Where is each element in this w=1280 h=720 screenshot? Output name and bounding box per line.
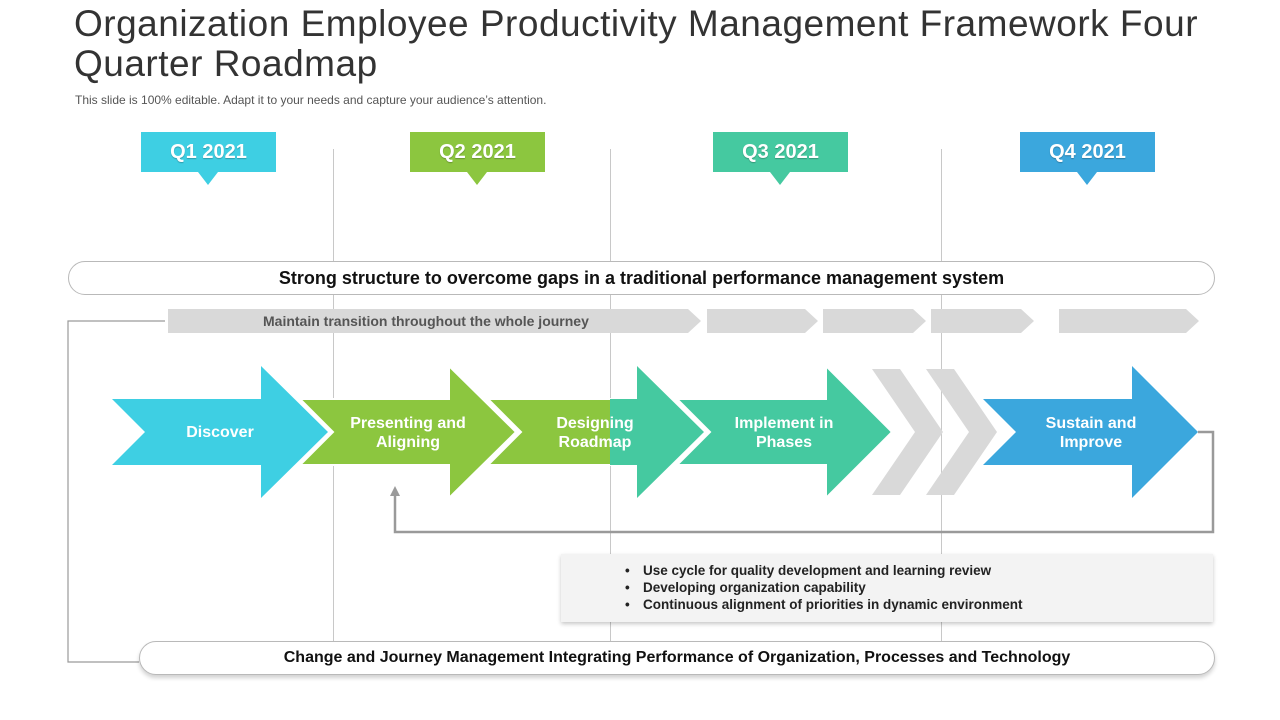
key-points-list [561,554,1213,613]
top-banner: Strong structure to overcome gaps in a traditional performance management system [68,261,1215,295]
transition-bar-segment-4 [1059,309,1199,333]
stage-label-designing: Designing Roadmap [556,415,634,451]
stage-label-sustain: Sustain and Improve [1045,415,1137,451]
transition-bar-segment-2 [823,309,926,333]
stage-label-discover: Discover [186,424,254,441]
key-point-item: • Developing organization capability [643,579,1213,596]
key-points-box [561,554,1213,622]
key-point-item: • Continuous alignment of priorities in dynamic environment [643,596,1213,613]
stage-label-implement: Implement in Phases [734,415,834,451]
slide-subtitle: This slide is 100% editable. Adapt it to your needs and capture your audience’s attention. [75,93,547,107]
stage-label-presenting: Presenting and Aligning [350,415,466,451]
transition-bar-segment-3 [931,309,1034,333]
left-connector-line [68,321,165,662]
slide-title: Organization Employee Productivity Management Framework Four Quarter Roadmap [74,3,1199,84]
key-point-item: • Use cycle for quality development and learning review [643,562,1213,579]
transition-bar-segment-1 [707,309,818,333]
quarter-tag-q3-label: Q3 2021 [742,141,819,163]
quarter-tag-q2-label: Q2 2021 [439,141,516,163]
quarter-tag-q1-label: Q1 2021 [170,141,247,163]
bottom-banner: Change and Journey Management Integrating Performance of Organization, Processes and Technology [139,641,1215,675]
transition-label: Maintain transition throughout the whole journey [263,313,589,329]
quarter-tag-q4-label: Q4 2021 [1049,141,1126,163]
feedback-arrowhead-icon [390,486,400,496]
